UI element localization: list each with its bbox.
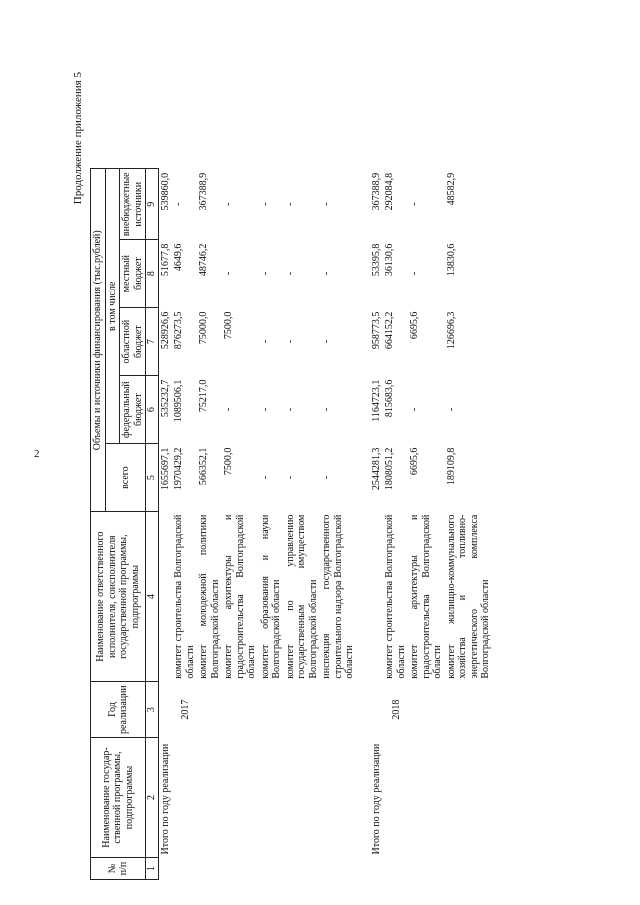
empty-cell <box>222 682 259 738</box>
value-cell: 6695,6 <box>409 447 420 476</box>
empty-cell <box>408 738 445 858</box>
executor-cell: комитет строительства Волгоградской области <box>173 514 196 679</box>
value-cell: 1970429,2 <box>173 447 184 491</box>
executor-cell: комитет жилищно-коммунального хозяйства и топливно-энергетического комплекса Волгоградской области <box>445 514 491 679</box>
col-num: 5 <box>146 444 159 512</box>
empty-cell <box>445 738 493 858</box>
header-program-name: Наименование государ-ственной программы, подпрограммы <box>91 738 146 858</box>
value-cell: 7500,0 <box>223 311 234 340</box>
value-cell: 876273,5 <box>173 311 184 350</box>
empty-cell <box>222 738 259 858</box>
executor-cell: комитет молодежной политики Волгоградской области <box>198 514 221 679</box>
value-cell: 1089506,1 <box>173 379 184 423</box>
empty-cell <box>445 858 493 880</box>
value-cell: - <box>259 475 271 480</box>
value-cell: 367388,9 <box>370 172 382 211</box>
value-cell: - <box>259 202 271 206</box>
value-cell: 4649,6 <box>173 243 184 272</box>
table-row <box>383 169 408 880</box>
col-num: 1 <box>146 858 159 880</box>
empty-cell <box>259 682 284 738</box>
header-no: № п/п <box>91 858 146 880</box>
value-cell: - <box>259 407 271 412</box>
value-cell: - <box>321 339 332 344</box>
empty-cell <box>320 738 357 858</box>
value-cell: - <box>284 475 296 480</box>
value-cell: 528926,6 <box>159 311 171 350</box>
table-row <box>197 169 222 880</box>
empty-cell <box>284 858 321 880</box>
value-cell: 1655697,1 <box>159 447 171 491</box>
executor-cell: комитет образования и науки Волгоградской области <box>259 514 282 679</box>
value-cell: 815683,6 <box>384 379 395 418</box>
empty-cell <box>197 858 222 880</box>
empty-cell <box>408 682 445 738</box>
value-cell: - <box>223 407 234 412</box>
table-body <box>158 169 493 880</box>
value-cell: 535232,7 <box>159 379 171 418</box>
value-cell: 958773,5 <box>370 311 382 350</box>
value-cell: 539860,0 <box>159 172 171 211</box>
empty-cell <box>197 738 222 858</box>
value-cell: - <box>321 271 332 276</box>
value-cell: 367388,9 <box>198 172 209 211</box>
value-cell: 2544281,3 <box>370 447 382 491</box>
value-cell: 1164723,1 <box>370 379 382 422</box>
empty-cell <box>259 738 284 858</box>
empty-cell <box>320 858 357 880</box>
empty-cell <box>383 738 408 858</box>
value-cell: 75217,0 <box>198 379 209 413</box>
empty-cell <box>383 858 408 880</box>
value-cell: - <box>321 475 332 480</box>
empty-cell <box>408 858 445 880</box>
header-total: всего <box>105 444 146 512</box>
value-cell: 6695,6 <box>409 311 420 340</box>
value-cell: 189109,8 <box>445 447 457 486</box>
header-regional: областной бюджет <box>120 308 146 376</box>
empty-cell <box>445 682 493 738</box>
value-cell: - <box>409 202 420 206</box>
empty-cell <box>222 858 259 880</box>
col-num: 3 <box>146 682 159 738</box>
value-cell: 1808051,2 <box>384 447 395 491</box>
table-row <box>445 169 493 880</box>
value-cell: 566352,1 <box>198 447 209 486</box>
header-volumes: Объемы и источники финансирования (тыс.рублей) <box>91 169 106 512</box>
value-cell: 48746,2 <box>198 243 209 277</box>
value-cell: - <box>284 339 296 344</box>
table-row <box>320 169 357 880</box>
col-num: 8 <box>146 240 159 308</box>
empty-cell <box>158 858 172 880</box>
value-cell: - <box>409 271 420 276</box>
header-executor: Наименование ответственного исполнителя, соисполнителя государственной программы, подпрограммы <box>91 512 146 682</box>
header-local: местный бюджет <box>120 240 146 308</box>
year-cell: 2017 <box>180 699 191 720</box>
executor-cell: комитет архитектуры и градостроительства Волгоградской области <box>409 514 443 679</box>
total-label: Итого по году реализации <box>159 743 171 855</box>
rotated-page <box>70 60 590 890</box>
empty-cell <box>284 682 321 738</box>
empty-cell <box>320 682 357 738</box>
col-num: 2 <box>146 738 159 858</box>
value-cell: - <box>445 407 457 412</box>
value-cell: - <box>409 407 420 412</box>
value-cell: 664152,2 <box>384 311 395 350</box>
value-cell: - <box>284 271 296 276</box>
empty-cell <box>172 738 197 858</box>
value-cell: - <box>259 339 271 344</box>
value-cell: 53395,8 <box>370 243 382 277</box>
empty-cell <box>284 738 321 858</box>
value-cell: 13830,6 <box>445 243 457 277</box>
executor-cell: инспекция государственного строительного надзора Волгоградской области <box>321 514 355 679</box>
value-cell: 51677,8 <box>159 243 171 277</box>
value-cell: - <box>284 202 296 206</box>
col-num: 9 <box>146 169 159 240</box>
table-row <box>259 169 284 880</box>
financing-table <box>90 168 493 880</box>
executor-cell: комитет архитектуры и градостроительства Волгоградской области <box>223 514 257 679</box>
col-num: 4 <box>146 512 159 682</box>
value-cell: - <box>321 407 332 412</box>
executor-cell: комитет по управлению государственным имуществом Волгоградской области <box>284 514 319 679</box>
value-cell: - <box>321 202 332 206</box>
col-num: 6 <box>146 376 159 444</box>
table-row <box>222 169 259 880</box>
value-cell: 126696,3 <box>445 311 457 350</box>
value-cell: 48582,9 <box>445 172 457 206</box>
value-cell: 36130,6 <box>384 243 395 277</box>
executor-cell: комитет строительства Волгоградской области <box>384 514 407 679</box>
value-cell: 292084,8 <box>384 172 395 211</box>
column-numbers-row <box>146 169 159 880</box>
total-row <box>158 169 172 880</box>
empty-cell <box>357 858 384 880</box>
total-label: Итого по году реализации <box>370 743 382 855</box>
value-cell: - <box>259 271 271 276</box>
value-cell: - <box>223 271 234 276</box>
header-extrabudgetary: внебюджетные источники <box>120 169 146 240</box>
empty-cell <box>259 858 284 880</box>
page-number: 2 <box>34 448 40 460</box>
empty-cell <box>197 682 222 738</box>
appendix-caption: Продолжение приложения 5 <box>72 72 84 205</box>
value-cell: - <box>223 202 234 206</box>
value-cell: 75000,0 <box>198 311 209 345</box>
value-cell: - <box>173 202 184 206</box>
header-year: Год реализации <box>91 682 146 738</box>
empty-cell <box>172 858 197 880</box>
header-including: в том числе <box>105 169 120 444</box>
table-row <box>284 169 321 880</box>
col-num: 7 <box>146 308 159 376</box>
table-row <box>408 169 445 880</box>
year-cell: 2018 <box>391 699 402 720</box>
total-row <box>357 169 384 880</box>
value-cell: 7500,0 <box>223 447 234 476</box>
table-row <box>172 169 197 880</box>
value-cell: - <box>284 407 296 412</box>
header-federal: федеральный бюджет <box>120 376 146 444</box>
